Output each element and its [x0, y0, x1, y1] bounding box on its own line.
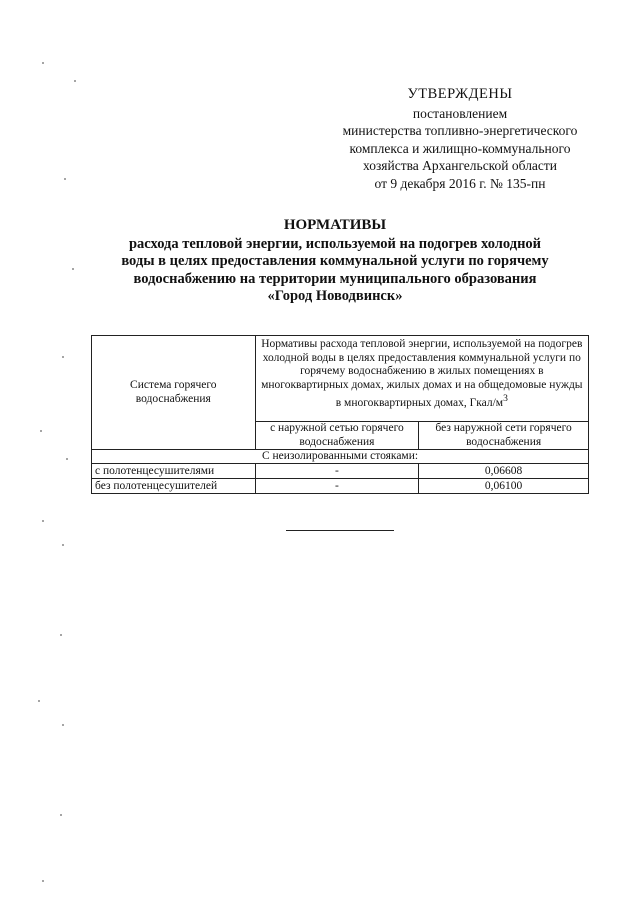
document-title	[100, 217, 570, 306]
scan-mark	[72, 268, 74, 270]
norms-table	[91, 335, 589, 494]
norms-header-text: Нормативы расхода тепловой энергии, используемой на подогрев холодной воды в целях предоставления коммунальной услуги по горячему водоснабжению в жилых помещениях в многоквартирных домах, жилых домах и на общедомовые нужды в многоквартирных домах,	[261, 338, 583, 409]
row-value-with-network: -	[255, 464, 419, 479]
table-row	[92, 464, 589, 479]
unit-main: Гкал/м	[469, 396, 504, 409]
row-value-with-network: -	[255, 479, 419, 494]
approval-line: хозяйства Архангельской области	[362, 158, 558, 173]
scan-mark	[42, 880, 44, 882]
approval-block	[320, 86, 600, 192]
scan-mark	[62, 544, 64, 546]
scan-mark	[38, 700, 40, 702]
scan-mark	[42, 62, 44, 64]
scan-mark	[42, 520, 44, 522]
document-title-line: расхода тепловой энергии, используемой на подогрев холодной	[128, 235, 542, 252]
document-heading: НОРМАТИВЫ	[283, 217, 387, 233]
approval-line: комплекса и жилищно-коммунального	[349, 140, 571, 156]
document-title-line: воды в целях предоставления коммунальной услуги по горячему	[121, 253, 549, 269]
scan-mark	[60, 814, 62, 816]
scan-mark	[62, 356, 64, 358]
unit-superscript: 3	[503, 393, 508, 404]
row-label: с полотенцесушителями	[92, 464, 256, 479]
scan-mark	[74, 80, 76, 82]
table-header-row	[92, 336, 589, 422]
closing-rule	[286, 530, 394, 531]
table-row	[92, 479, 589, 494]
system-header-text: Система горячего водоснабжения	[130, 379, 217, 405]
approval-line: министерства топливно-энергетического	[342, 123, 578, 138]
row-value-without-network: 0,06100	[419, 479, 589, 494]
norms-header-cell	[255, 336, 588, 422]
approval-title: УТВЕРЖДЕНЫ	[407, 86, 513, 102]
scan-mark	[40, 430, 42, 432]
approval-line: от 9 декабря 2016 г. № 135-пн	[374, 175, 546, 191]
document-title-line: «Город Новодвинск»	[267, 288, 403, 304]
row-value-without-network: 0,06608	[419, 464, 589, 479]
row-label: без полотенцесушителей	[92, 479, 256, 494]
scan-mark	[66, 458, 68, 460]
document-title-line: водоснабжению на территории муниципального образования	[133, 270, 537, 287]
scan-mark	[62, 724, 64, 726]
scan-mark	[64, 178, 66, 180]
table-group-row	[92, 450, 589, 464]
subheader-without-network: без наружной сети горячего водоснабжения	[419, 422, 589, 450]
group-label: С неизолированными стояками:	[92, 450, 589, 464]
system-header-cell	[92, 336, 256, 450]
subheader-with-network: с наружной сетью горячего водоснабжения	[255, 422, 419, 450]
scan-mark	[60, 634, 62, 636]
unit-label	[469, 393, 508, 409]
approval-line: постановлением	[412, 105, 508, 121]
